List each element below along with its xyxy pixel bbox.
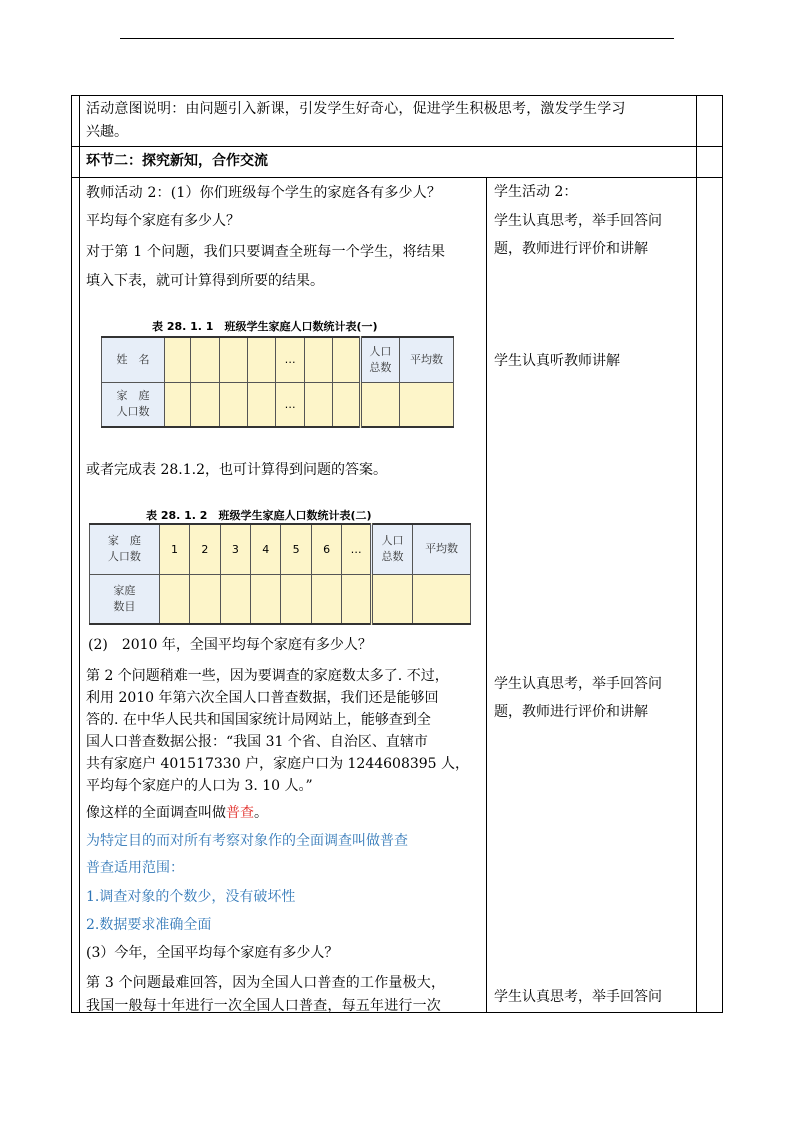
table-col-number: 1 bbox=[159, 524, 189, 574]
table-cell-ellipsis: … bbox=[276, 337, 305, 382]
student-response: 题，教师进行评价和讲解 bbox=[494, 241, 648, 257]
student-response: 学生认真思考，举手回答问 bbox=[494, 989, 662, 1005]
table-row-label-line: 人口数 bbox=[116, 405, 150, 419]
table-row-label-line: 数目 bbox=[113, 599, 136, 613]
teacher-question: 教师活动 2：(1）你们班级每个学生的家庭各有多少人？ bbox=[86, 185, 442, 201]
table-caption: 表 28. 1. 1 班级学生家庭人口数统计表(一) bbox=[152, 320, 378, 333]
teacher-paragraph: 第 3 个问题最难回答，因为全国人口普查的工作量极大， bbox=[86, 975, 446, 991]
teacher-paragraph: 答的. 在中华人民共和国国家统计局网站上，能够查到全 bbox=[86, 712, 431, 728]
table-cell bbox=[248, 337, 276, 382]
teacher-paragraph: 我国一般每十年进行一次全国人口普查，每五年进行一次 bbox=[86, 998, 441, 1014]
table-row-label-line: 家庭 bbox=[113, 583, 136, 597]
teacher-question: (2) 2010 年，全国平均每个家庭有多少人？ bbox=[88, 637, 372, 653]
scope-item: 2.数据要求准确全面 bbox=[86, 917, 212, 933]
table-cell bbox=[333, 382, 360, 427]
teacher-paragraph: 或者完成表 28.1.2，也可计算得到问题的答案。 bbox=[86, 462, 387, 478]
table-col-number: 4 bbox=[251, 524, 281, 574]
table-cell bbox=[219, 382, 247, 427]
teacher-question: (3）今年，全国平均每个家庭有多少人？ bbox=[86, 945, 339, 961]
family-size-table-1 bbox=[101, 336, 454, 428]
family-size-table-2 bbox=[89, 523, 471, 625]
table-row-label-line: 人口数 bbox=[107, 550, 141, 564]
table-row-label bbox=[90, 524, 160, 574]
table-row-label bbox=[102, 382, 165, 427]
section-title: 环节二：探究新知，合作交流 bbox=[86, 153, 268, 169]
scope-item: 1.调查对象的个数少，没有破坏性 bbox=[86, 889, 296, 905]
intent-note-line: 兴趣。 bbox=[86, 124, 128, 140]
table-cell bbox=[165, 337, 191, 382]
table-cell bbox=[400, 382, 454, 427]
table-cell bbox=[251, 574, 281, 624]
table-cell bbox=[413, 574, 471, 624]
table-cell bbox=[333, 337, 360, 382]
table-col-average: 平均数 bbox=[413, 524, 471, 574]
row-divider bbox=[71, 177, 723, 178]
census-definition: 为特定目的而对所有考察对象作的全面调查叫做普查 bbox=[86, 833, 408, 849]
table-cell bbox=[191, 337, 219, 382]
table-col-total-line: 总数 bbox=[381, 550, 404, 564]
table-col-number: 5 bbox=[281, 524, 311, 574]
student-response: 学生认真思考，举手回答问 bbox=[494, 213, 662, 229]
table-cell bbox=[281, 574, 311, 624]
table-caption: 表 28. 1. 2 班级学生家庭人口数统计表(二) bbox=[146, 509, 372, 522]
table-cell bbox=[191, 382, 219, 427]
intent-note-line: 活动意图说明：由问题引入新课，引发学生好奇心，促进学生积极思考，激发学生学习 bbox=[86, 101, 626, 117]
table-col-total bbox=[360, 337, 399, 382]
table-col-number: 6 bbox=[311, 524, 341, 574]
table-cell bbox=[360, 382, 399, 427]
table-cell bbox=[220, 574, 250, 624]
inner-right-border bbox=[696, 95, 697, 1013]
student-response: 学生认真思考，举手回答问 bbox=[494, 676, 662, 692]
table-col-number: 2 bbox=[190, 524, 220, 574]
table-col-total bbox=[371, 524, 412, 574]
table-cell bbox=[342, 574, 372, 624]
table-cell bbox=[165, 382, 191, 427]
table-col-number: … bbox=[342, 524, 372, 574]
student-activity-title: 学生活动 2： bbox=[494, 184, 578, 200]
scope-title: 普查适用范围： bbox=[86, 860, 184, 876]
table-cell bbox=[371, 574, 412, 624]
teacher-paragraph: 第 2 个问题稍难一些，因为要调查的家庭数太多了. 不过， bbox=[86, 668, 449, 684]
table-col-total-line: 人口 bbox=[381, 534, 404, 548]
census-sentence-text: 像这样的全面调查叫做 bbox=[86, 805, 226, 821]
teacher-paragraph: 利用 2010 年第六次全国人口普查数据，我们还是能够回 bbox=[86, 690, 439, 706]
table-cell bbox=[159, 574, 189, 624]
column-divider bbox=[486, 177, 487, 1013]
row-divider bbox=[71, 146, 723, 147]
table-col-total-line: 人口 bbox=[369, 344, 392, 358]
table-cell bbox=[311, 574, 341, 624]
teacher-paragraph: 平均每个家庭户的人口为 3. 10 人。” bbox=[86, 778, 313, 794]
table-cell bbox=[190, 574, 220, 624]
table-row-label bbox=[90, 574, 160, 624]
table-col-number: 3 bbox=[220, 524, 250, 574]
table-col-total-line: 总数 bbox=[369, 360, 392, 374]
page-header-rule bbox=[120, 38, 674, 39]
student-response: 题，教师进行评价和讲解 bbox=[494, 704, 648, 720]
teacher-paragraph: 国人口普查数据公报：“我国 31 个省、自治区、直辖市 bbox=[86, 734, 428, 750]
teacher-paragraph: 共有家庭户 401517330 户，家庭户口为 1244608395 人， bbox=[86, 756, 470, 772]
table-cell bbox=[304, 337, 332, 382]
teacher-question: 平均每个家庭有多少人？ bbox=[86, 213, 240, 229]
table-cell bbox=[219, 337, 247, 382]
table-row-label: 姓 名 bbox=[102, 337, 165, 382]
table-cell bbox=[248, 382, 276, 427]
table-cell bbox=[304, 382, 332, 427]
student-response: 学生认真听教师讲解 bbox=[494, 353, 620, 369]
census-keyword: 普查 bbox=[226, 805, 254, 821]
teacher-paragraph: 填入下表，就可计算得到所要的结果。 bbox=[86, 273, 324, 289]
census-sentence-end: 。 bbox=[254, 805, 268, 821]
inner-left-border bbox=[79, 95, 80, 1013]
table-row-label-line: 家 庭 bbox=[107, 534, 141, 548]
teacher-paragraph: 对于第 1 个问题，我们只要调查全班每一个学生，将结果 bbox=[86, 244, 446, 260]
table-col-average: 平均数 bbox=[400, 337, 454, 382]
table-cell-ellipsis: … bbox=[276, 382, 305, 427]
table-row-label-line: 家 庭 bbox=[116, 389, 150, 403]
census-sentence bbox=[86, 801, 268, 825]
